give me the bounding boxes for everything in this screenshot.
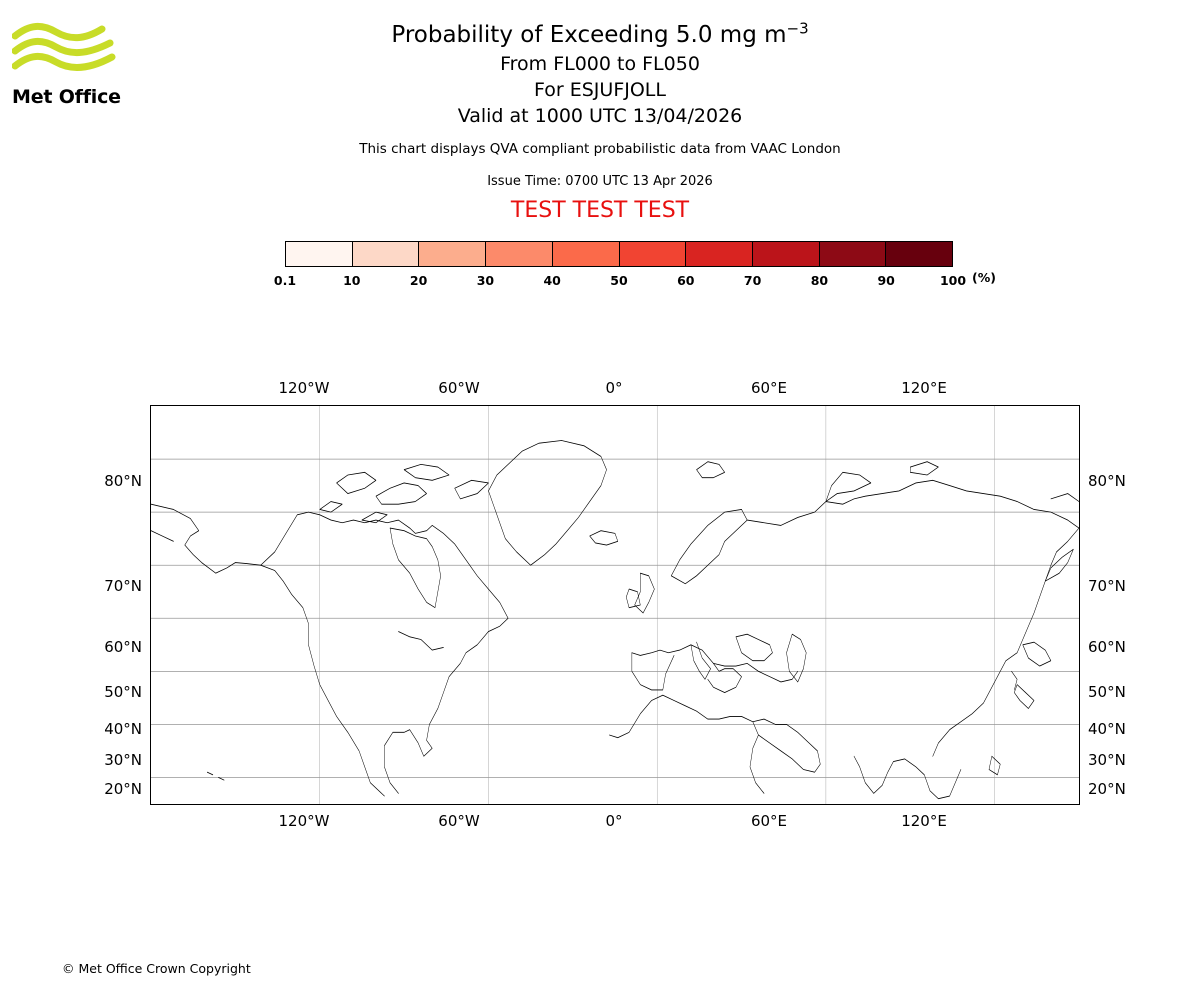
met-office-wordmark: Met Office <box>12 86 121 108</box>
lon-label-top-60e: 60°E <box>750 379 788 397</box>
lon-label-top-0: 0° <box>605 379 623 397</box>
flight-level-range: From FL000 to FL050 <box>500 53 700 75</box>
colorbar-tick-0.1: 0.1 <box>273 273 297 288</box>
colorbar-tick-70: 70 <box>743 273 762 288</box>
colorbar-tick-10: 10 <box>343 273 361 288</box>
lat-label-left-50n: 50°N <box>104 683 142 701</box>
lat-label-right-20n: 20°N <box>1088 780 1126 798</box>
colorbar-swatch-1 <box>352 242 419 266</box>
lon-label-top-120w: 120°W <box>278 379 330 397</box>
lon-label-bottom-60w: 60°W <box>438 812 480 830</box>
colorbar-swatch-0 <box>286 242 352 266</box>
lon-label-bottom-0: 0° <box>605 812 623 830</box>
colorbar-swatch-7 <box>752 242 819 266</box>
colorbar-swatch-8 <box>819 242 886 266</box>
map-coastlines <box>151 440 1079 798</box>
colorbar-tick-30: 30 <box>476 273 495 288</box>
colorbar-tick-60: 60 <box>677 273 695 288</box>
test-banner: TEST TEST TEST <box>510 198 690 223</box>
lat-label-left-20n: 20°N <box>104 780 142 798</box>
lon-label-top-120e: 120°E <box>901 379 947 397</box>
colorbar-tick-90: 90 <box>877 273 895 288</box>
lat-label-right-60n: 60°N <box>1088 638 1126 656</box>
colorbar-swatch-9 <box>885 242 952 266</box>
world-map-plot <box>150 405 1080 805</box>
qva-disclaimer: This chart displays QVA compliant probabilistic data from VAAC London <box>359 141 841 157</box>
colorbar-tick-80: 80 <box>810 273 829 288</box>
colorbar-unit-label: (%) <box>972 270 996 285</box>
colorbar-tick-100: 100 <box>939 273 967 288</box>
issue-time: Issue Time: 0700 UTC 13 Apr 2026 <box>487 174 713 189</box>
colorbar-tick-40: 40 <box>543 273 561 288</box>
page-title-text: Probability of Exceeding 5.0 mg m <box>391 22 787 48</box>
colorbar-swatch-6 <box>685 242 752 266</box>
colorbar-tick-20: 20 <box>409 273 428 288</box>
lat-label-right-40n: 40°N <box>1088 720 1126 738</box>
lat-label-left-80n: 80°N <box>104 472 142 490</box>
lat-label-right-30n: 30°N <box>1088 751 1126 769</box>
lat-label-right-70n: 70°N <box>1088 577 1126 595</box>
valid-time: Valid at 1000 UTC 13/04/2026 <box>457 105 743 127</box>
lat-label-right-50n: 50°N <box>1088 683 1126 701</box>
lat-label-left-70n: 70°N <box>104 577 142 595</box>
colorbar-swatches <box>285 241 953 267</box>
map-graticule <box>151 406 1079 804</box>
lat-label-right-80n: 80°N <box>1088 472 1126 490</box>
page-title <box>0 20 1200 51</box>
map-canvas <box>151 406 1079 804</box>
colorbar-swatch-4 <box>552 242 619 266</box>
volcano-name: For ESJUFJOLL <box>534 79 666 101</box>
lon-label-top-60w: 60°W <box>438 379 480 397</box>
colorbar-swatch-2 <box>418 242 485 266</box>
lat-label-left-60n: 60°N <box>104 638 142 656</box>
lon-label-bottom-120w: 120°W <box>278 812 330 830</box>
colorbar-tick-labels <box>273 273 967 289</box>
page-title-exponent: −3 <box>786 19 809 38</box>
probability-colorbar <box>273 241 967 289</box>
colorbar-swatch-3 <box>485 242 552 266</box>
chart-title-block <box>0 20 1200 224</box>
lat-label-left-40n: 40°N <box>104 720 142 738</box>
lon-label-bottom-60e: 60°E <box>750 812 788 830</box>
colorbar-swatch-5 <box>619 242 686 266</box>
lon-label-bottom-120e: 120°E <box>901 812 947 830</box>
lat-label-left-30n: 30°N <box>104 751 142 769</box>
copyright-notice: © Met Office Crown Copyright <box>62 961 251 976</box>
colorbar-tick-50: 50 <box>610 273 628 288</box>
